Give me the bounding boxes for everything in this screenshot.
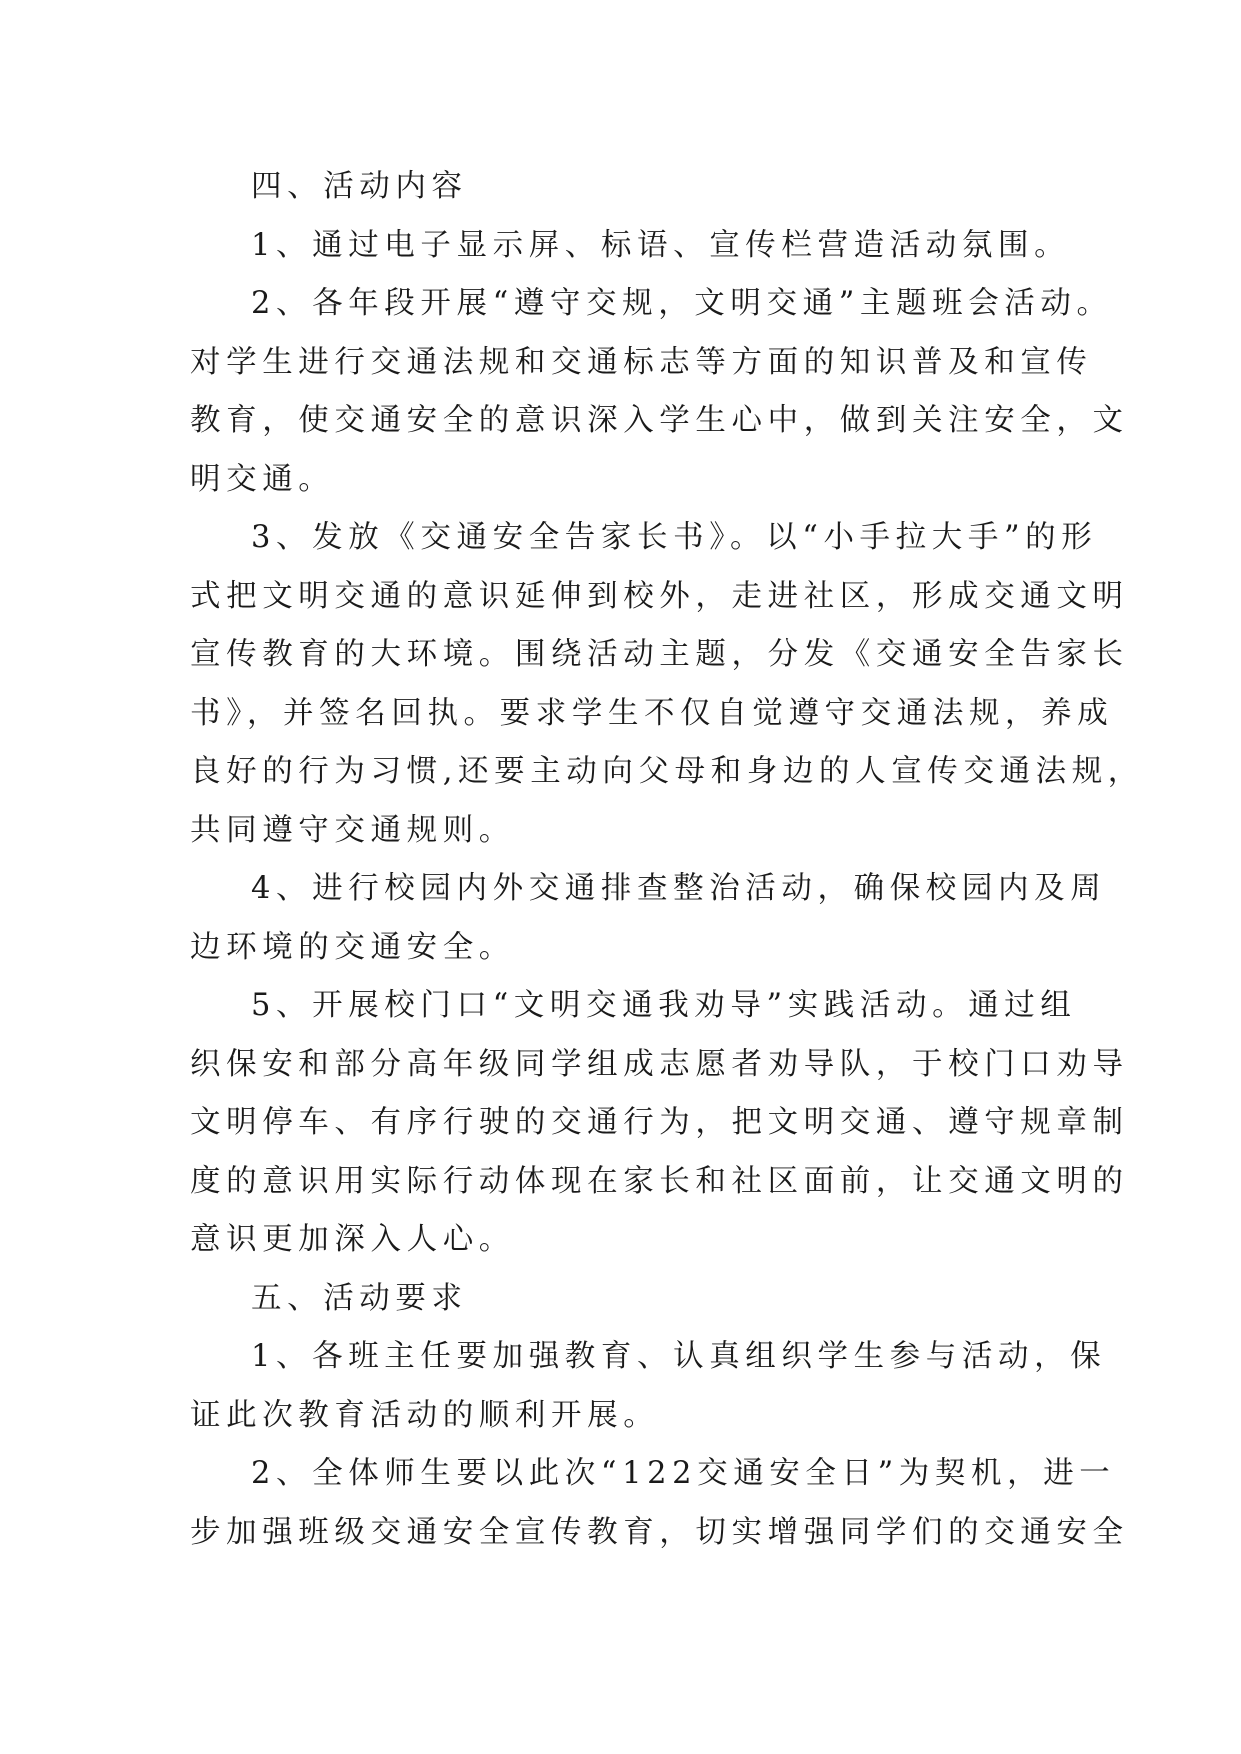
- paragraph-line: 式把文明交通的意识延伸到校外，走进社区，形成交通文明: [190, 578, 1129, 614]
- paragraph-line: 意识更加深入人心。: [190, 1222, 515, 1257]
- document-body: [190, 158, 1144, 1562]
- paragraph-line: 证此次教育活动的顺利开展。: [190, 1397, 660, 1433]
- paragraph-line: 明交通。: [190, 461, 335, 497]
- paragraph-line: 良好的行为习惯,还要主动向父母和身边的人宣传交通法规，: [190, 754, 1144, 789]
- paragraph-line: 4、进行校园内外交通排查整治活动，确保校园内及周: [251, 871, 1107, 906]
- paragraph-line: 教育，使交通安全的意识深入学生心中，做到关注安全，文: [190, 403, 1129, 438]
- paragraph-line: 3、发放《交通安全告家长书》。以“小手拉大手”的形: [251, 520, 1098, 555]
- paragraph-line: 度的意识用实际行动体现在家长和社区面前，让交通文明的: [190, 1163, 1129, 1199]
- paragraph-line: 对学生进行交通法规和交通标志等方面的知识普及和宣传: [190, 344, 1093, 380]
- paragraph-line: 1、通过电子显示屏、标语、宣传栏营造活动氛围。: [251, 227, 1071, 263]
- paragraph-line: 边环境的交通安全。: [190, 929, 515, 965]
- section-heading-requirements: 五、活动要求: [251, 1280, 468, 1316]
- paragraph-line: 共同遵守交通规则。: [190, 812, 515, 848]
- paragraph-line: 书》，并签名回执。要求学生不仅自觉遵守交通法规，养成: [190, 695, 1114, 731]
- paragraph-line: 文明停车、有序行驶的交通行为，把文明交通、遵守规章制: [190, 1105, 1129, 1140]
- paragraph-line: 1、各班主任要加强教育、认真组织学生参与活动，保: [251, 1339, 1107, 1374]
- paragraph-line: 2、各年段开展“遵守交规，文明交通”主题班会活动。: [251, 286, 1113, 321]
- paragraph-line: 步加强班级交通安全宣传教育，切实增强同学们的交通安全: [190, 1514, 1129, 1550]
- section-heading-activities: 四、活动内容: [251, 169, 468, 204]
- paragraph-line: 织保安和部分高年级同学组成志愿者劝导队，于校门口劝导: [190, 1046, 1129, 1082]
- paragraph-line: 宣传教育的大环境。围绕活动主题，分发《交通安全告家长: [190, 637, 1129, 672]
- paragraph-line: 5、开展校门口“文明交通我劝导”实践活动。通过组: [251, 988, 1077, 1023]
- paragraph-line: 2、全体师生要以此次“122交通安全日”为契机，进一: [251, 1456, 1116, 1491]
